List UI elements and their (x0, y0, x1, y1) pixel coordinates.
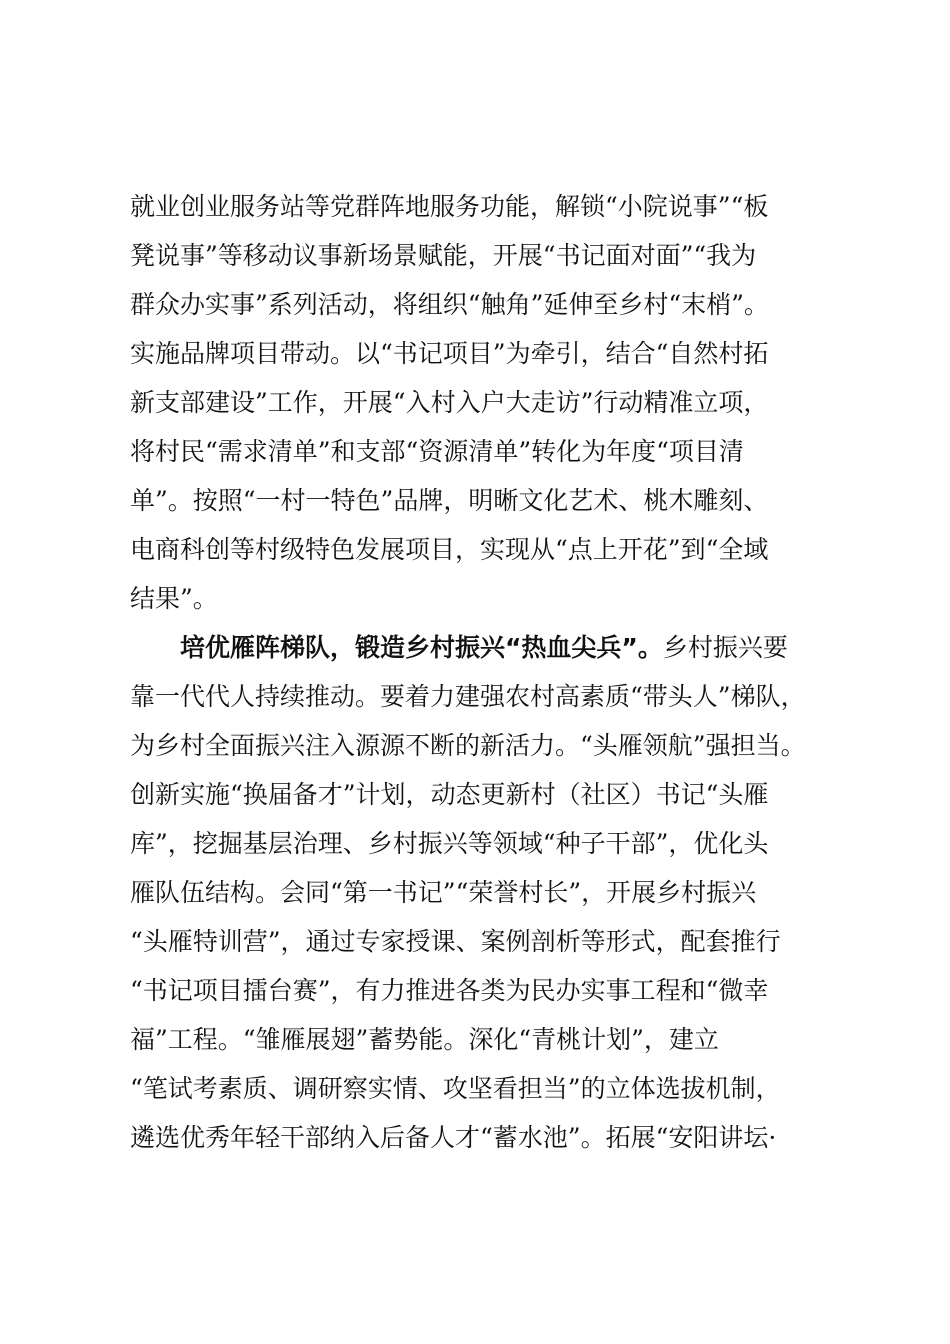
text-run: 乡村振兴要 (662, 633, 788, 662)
paragraph-first-line (130, 623, 860, 672)
text-line: 将村民“需求清单”和支部“资源清单”转化为年度“项目清 (130, 437, 744, 466)
text-line: 实施品牌项目带动。以“书记项目”为牵引，结合“自然村拓 (130, 339, 769, 368)
text-line: 福”工程。“雏雁展翅”蓄势能。深化“青桃计划”，建立 (130, 1025, 719, 1054)
text-line: 雁队伍结构。会同“第一书记”“荣誉村长”，开展乡村振兴 (130, 878, 757, 907)
text-line: “头雁特训营”，通过专家授课、案例剖析等形式，配套推行 (130, 927, 781, 956)
text-line: “书记项目擂台赛”，有力推进各类为民办实事工程和“微幸 (130, 976, 769, 1005)
section-heading: 培优雁阵梯队，锻造乡村振兴“热血尖兵”。 (180, 633, 663, 662)
paragraph-2 (130, 623, 860, 1162)
text-line: 就业创业服务站等党群阵地服务功能，解锁“小院说事”“板 (130, 192, 769, 221)
text-line: “笔试考素质、调研察实情、攻坚看担当”的立体选拔机制， (130, 1074, 781, 1103)
text-line: 靠一代代人持续推动。要着力建强农村高素质“带头人”梯队， (130, 682, 806, 711)
text-line: 群众办实事”系列活动，将组织“触角”延伸至乡村“末梢”。 (130, 290, 769, 319)
paragraph-1 (130, 182, 860, 623)
text-line: 电商科创等村级特色发展项目，实现从“点上开花”到“全域 (130, 535, 769, 564)
text-line: 为乡村全面振兴注入源源不断的新活力。“头雁领航”强担当。 (130, 731, 806, 760)
text-line: 凳说事”等移动议事新场景赋能，开展“书记面对面”“我为 (130, 241, 757, 270)
text-line: 遴选优秀年轻干部纳入后备人才“蓄水池”。拓展“安阳讲坛· (130, 1123, 777, 1152)
text-line: 结果”。 (130, 584, 218, 613)
text-line: 库”，挖掘基层治理、乡村振兴等领域“种子干部”，优化头 (130, 829, 769, 858)
body-text (130, 182, 860, 1162)
text-line: 新支部建设”工作，开展“入村入户大走访”行动精准立项， (130, 388, 769, 417)
text-line: 创新实施“换届备才”计划，动态更新村（社区）书记“头雁 (130, 780, 769, 809)
text-line: 单”。按照“一村一特色”品牌，明晰文化艺术、桃木雕刻、 (130, 486, 769, 515)
